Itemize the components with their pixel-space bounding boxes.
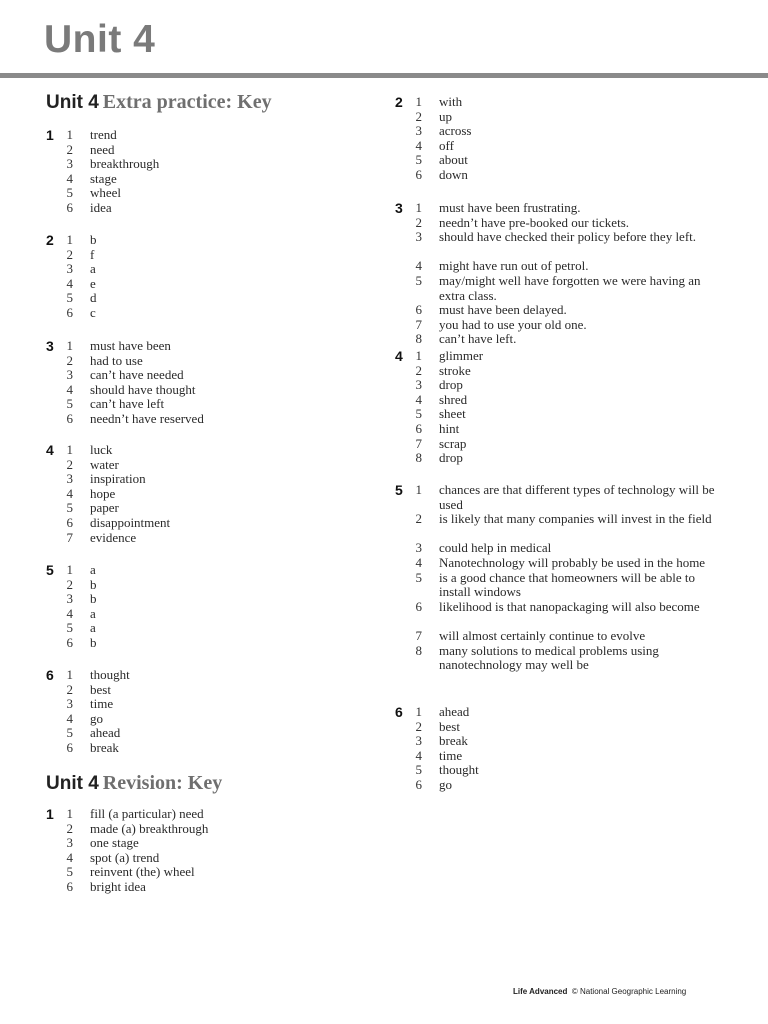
answer-number: 1 — [66, 442, 73, 457]
exercise-2 — [395, 95, 740, 183]
answer-item — [46, 726, 391, 741]
answer-number: 3 — [415, 540, 422, 556]
answer-item — [46, 277, 391, 292]
answer-number: 1 — [415, 94, 422, 109]
answer-number: 6 — [66, 199, 73, 215]
header-divider — [0, 73, 768, 78]
answer-number: 3 — [66, 591, 73, 607]
answer-item — [46, 248, 391, 263]
answer-item — [46, 516, 391, 531]
answer-number: 2 — [415, 511, 422, 527]
answer-text: time — [439, 747, 463, 763]
answer-number: 1 — [66, 232, 73, 247]
answer-item — [395, 349, 740, 364]
answer-number: 6 — [66, 739, 73, 755]
answer-text: breakthrough — [90, 156, 160, 172]
answer-item — [46, 501, 391, 516]
answer-number: 5 — [66, 620, 73, 636]
answer-item — [46, 143, 391, 158]
answer-number: 5 — [66, 396, 73, 412]
answer-number: 5 — [415, 762, 422, 778]
answer-text: can’t have left — [90, 396, 165, 412]
answer-item — [395, 600, 740, 629]
answer-text: had to use — [90, 352, 143, 368]
answer-number: 3 — [415, 123, 422, 139]
answer-text: must have been — [90, 338, 171, 353]
answer-item — [395, 734, 740, 749]
answer-text: needn’t have pre-booked our tickets. — [439, 214, 629, 230]
answer-item — [395, 378, 740, 393]
footer-copyright: © National Geographic Learning — [571, 987, 687, 996]
answer-item — [395, 168, 740, 183]
answer-number: 4 — [415, 137, 422, 153]
answer-item — [395, 749, 740, 764]
answer-number: 2 — [66, 246, 73, 262]
answer-text: fill (a particular) need — [90, 806, 204, 821]
answer-item — [46, 487, 391, 502]
answer-item — [395, 153, 740, 168]
answer-number: 5 — [415, 406, 422, 422]
exercise-1 — [46, 128, 391, 216]
answer-text: thought — [439, 762, 479, 778]
answer-text: can’t have needed — [90, 367, 184, 383]
answer-text: sheet — [439, 406, 466, 422]
answer-item — [46, 383, 391, 398]
answer-item — [46, 880, 391, 895]
answer-number: 5 — [66, 185, 73, 201]
answer-text: made (a) breakthrough — [90, 820, 209, 836]
answer-item — [395, 763, 740, 778]
answer-number: 7 — [415, 627, 422, 643]
answer-item — [46, 851, 391, 866]
answer-text: inspiration — [90, 471, 146, 487]
answer-item — [395, 512, 740, 541]
answer-number: 6 — [415, 598, 422, 614]
answer-text: bright idea — [90, 878, 146, 894]
answer-item — [395, 571, 740, 600]
answer-item — [46, 607, 391, 622]
revision-unit: Unit 4 — [46, 773, 99, 794]
answer-item — [46, 339, 391, 354]
answer-text: stroke — [439, 362, 471, 378]
answer-number: 4 — [415, 391, 422, 407]
exercise-number: 3 — [395, 200, 403, 216]
answer-number: 6 — [66, 410, 73, 426]
exercise-number: 6 — [46, 667, 54, 683]
exercise-number: 4 — [46, 442, 54, 458]
answer-number: 6 — [415, 166, 422, 182]
answer-item — [395, 422, 740, 437]
page-title: Unit 4 — [44, 18, 156, 61]
answer-text: about — [439, 152, 468, 168]
answer-text: a — [90, 261, 96, 277]
exercise-number: 3 — [46, 338, 54, 354]
answer-item — [395, 364, 740, 379]
answer-item — [46, 563, 391, 578]
answer-text: with — [439, 94, 463, 109]
exercise-number: 5 — [395, 482, 403, 498]
answer-text: many solutions to medical problems using nanotechnology may well be — [439, 642, 659, 673]
revision-heading — [46, 772, 222, 795]
answer-item — [46, 368, 391, 383]
answer-text: should have checked their policy before they left. — [439, 229, 697, 245]
answer-text: f — [90, 246, 95, 262]
answer-number: 6 — [66, 514, 73, 530]
answer-number: 2 — [66, 456, 73, 472]
answer-text: you had to use your old one. — [439, 316, 587, 332]
answer-item — [46, 458, 391, 473]
answer-text: time — [90, 696, 114, 712]
exercise-number: 1 — [46, 127, 54, 143]
answer-number: 3 — [66, 696, 73, 712]
answer-item — [46, 822, 391, 837]
answer-text: down — [439, 166, 468, 182]
answer-number: 6 — [415, 776, 422, 792]
answer-item — [46, 306, 391, 321]
answer-text: luck — [90, 442, 113, 457]
revision-key: Revision: Key — [102, 772, 223, 794]
answer-item — [46, 668, 391, 683]
answer-number: 2 — [415, 214, 422, 230]
answer-number: 3 — [66, 471, 73, 487]
answer-text: disappointment — [90, 514, 171, 530]
answer-text: one stage — [90, 835, 139, 851]
answer-item — [46, 865, 391, 880]
answer-text: drop — [439, 450, 463, 466]
answer-item — [395, 556, 740, 571]
answer-text: a — [90, 605, 96, 621]
answer-item — [395, 720, 740, 735]
answer-number: 8 — [415, 331, 422, 347]
answer-item — [395, 393, 740, 408]
answer-number: 6 — [415, 420, 422, 436]
exercise-number: 4 — [395, 348, 403, 364]
answer-text: a — [90, 562, 96, 577]
answer-text: scrap — [439, 435, 467, 451]
answer-number: 4 — [415, 747, 422, 763]
answer-item — [46, 186, 391, 201]
answer-number: 5 — [66, 290, 73, 306]
answer-number: 8 — [415, 642, 422, 658]
answer-item — [46, 354, 391, 369]
answer-text: spot (a) trend — [90, 849, 160, 865]
exercise-number: 1 — [46, 806, 54, 822]
answer-item — [395, 483, 740, 512]
exercise-5 — [395, 483, 740, 673]
answer-item — [395, 407, 740, 422]
answer-text: a — [90, 620, 96, 636]
answer-item — [395, 216, 740, 231]
answer-text: need — [90, 141, 115, 157]
answer-text: is likely that many companies will invest in the field — [439, 511, 712, 527]
answer-text: hope — [90, 485, 116, 501]
answer-number: 3 — [415, 377, 422, 393]
answer-number: 6 — [415, 302, 422, 318]
exercise-3 — [46, 339, 391, 427]
answer-item — [46, 712, 391, 727]
answer-item — [395, 629, 740, 644]
answer-item — [395, 139, 740, 154]
answer-text: Nanotechnology will probably be used in the home — [439, 554, 706, 570]
answer-text: must have been frustrating. — [439, 200, 581, 215]
answer-number: 3 — [66, 261, 73, 277]
answer-number: 6 — [66, 634, 73, 650]
answer-item — [46, 683, 391, 698]
exercise-1 — [46, 807, 391, 895]
answer-item — [395, 259, 740, 274]
answer-text: can’t have left. — [439, 331, 517, 347]
extra-practice-heading — [46, 91, 272, 114]
answer-text: b — [90, 232, 97, 247]
answer-text: d — [90, 290, 97, 306]
answer-item — [46, 262, 391, 277]
answer-number: 3 — [415, 733, 422, 749]
answer-text: go — [439, 776, 452, 792]
answer-text: may/might well have forgotten we were having an extra class. — [439, 272, 701, 303]
answer-item — [46, 157, 391, 172]
exercise-number: 6 — [395, 704, 403, 720]
answer-item — [46, 443, 391, 458]
answer-number: 4 — [66, 710, 73, 726]
answer-item — [46, 233, 391, 248]
answer-item — [395, 318, 740, 333]
answer-number: 1 — [66, 562, 73, 577]
answer-number: 5 — [66, 500, 73, 516]
answer-text: water — [90, 456, 119, 472]
exercise-2 — [46, 233, 391, 321]
answer-number: 1 — [415, 348, 422, 363]
answer-number: 8 — [415, 450, 422, 466]
answer-item — [395, 201, 740, 216]
answer-number: 4 — [66, 275, 73, 291]
answer-number: 6 — [66, 878, 73, 894]
answer-text: across — [439, 123, 472, 139]
answer-item — [46, 397, 391, 412]
answer-text: b — [90, 576, 97, 592]
answer-text: trend — [90, 127, 117, 142]
answer-item — [46, 531, 391, 546]
answer-item — [46, 201, 391, 216]
answer-number: 5 — [415, 569, 422, 585]
answer-text: c — [90, 304, 96, 320]
answer-text: hint — [439, 420, 460, 436]
answer-item — [395, 541, 740, 556]
answer-text: off — [439, 137, 454, 153]
answer-item — [46, 578, 391, 593]
answer-text: likelihood is that nanopackaging will also become — [439, 598, 700, 614]
answer-text: reinvent (the) wheel — [90, 864, 195, 880]
answer-item — [395, 95, 740, 110]
answer-number: 4 — [415, 554, 422, 570]
answer-item — [395, 778, 740, 793]
answer-number: 2 — [66, 352, 73, 368]
answer-item — [46, 412, 391, 427]
answer-text: evidence — [90, 529, 137, 545]
answer-item — [46, 836, 391, 851]
answer-number: 2 — [66, 576, 73, 592]
answer-text: must have been delayed. — [439, 302, 567, 318]
answer-text: best — [439, 718, 460, 734]
answer-number: 4 — [66, 485, 73, 501]
answer-number: 3 — [415, 229, 422, 245]
answer-text: shred — [439, 391, 468, 407]
answer-number: 5 — [66, 725, 73, 741]
answer-item — [46, 741, 391, 756]
answer-text: needn’t have reserved — [90, 410, 204, 426]
answer-number: 7 — [66, 529, 73, 545]
answer-number: 1 — [415, 704, 422, 719]
answer-number: 2 — [415, 108, 422, 124]
answer-item — [46, 807, 391, 822]
answer-text: glimmer — [439, 348, 484, 363]
answer-number: 1 — [415, 482, 422, 497]
answer-number: 7 — [415, 435, 422, 451]
answer-number: 6 — [66, 304, 73, 320]
answer-number: 4 — [415, 258, 422, 274]
answer-number: 4 — [66, 381, 73, 397]
answer-item — [395, 705, 740, 720]
answer-number: 3 — [66, 156, 73, 172]
exercise-6 — [395, 705, 740, 793]
answer-text: stage — [90, 170, 117, 186]
answer-text: chances are that different types of technology will be used — [439, 482, 715, 512]
answer-number: 5 — [415, 272, 422, 288]
answer-item — [395, 644, 740, 673]
answer-item — [46, 172, 391, 187]
answer-item — [46, 472, 391, 487]
answer-text: paper — [90, 500, 119, 516]
answer-text: e — [90, 275, 96, 291]
exercise-6 — [46, 668, 391, 756]
answer-number: 4 — [66, 605, 73, 621]
answer-item — [395, 451, 740, 466]
answer-number: 1 — [66, 127, 73, 142]
answer-item — [395, 110, 740, 125]
exercise-number: 2 — [46, 232, 54, 248]
answer-item — [395, 124, 740, 139]
exercise-4 — [46, 443, 391, 545]
answer-number: 3 — [66, 835, 73, 851]
answer-text: is a good chance that homeowners will be able to install windows — [439, 569, 695, 600]
exercise-number: 5 — [46, 562, 54, 578]
answer-number: 1 — [415, 200, 422, 215]
answer-text: will almost certainly continue to evolve — [439, 627, 646, 643]
exercise-5 — [46, 563, 391, 651]
answer-text: break — [439, 733, 468, 749]
answer-item — [46, 621, 391, 636]
answer-item — [46, 291, 391, 306]
answer-item — [395, 437, 740, 452]
answer-text: go — [90, 710, 103, 726]
answer-item — [46, 592, 391, 607]
answer-text: wheel — [90, 185, 122, 201]
answer-item — [395, 332, 740, 347]
exercise-number: 2 — [395, 94, 403, 110]
answer-text: b — [90, 591, 97, 607]
footer-brand: Life Advanced — [513, 987, 568, 996]
answer-item — [395, 274, 740, 303]
answer-number: 2 — [66, 820, 73, 836]
answer-text: should have thought — [90, 381, 196, 397]
answer-number: 1 — [66, 806, 73, 821]
answer-text: b — [90, 634, 97, 650]
answer-number: 3 — [66, 367, 73, 383]
answer-item — [395, 303, 740, 318]
extra-practice-key: Extra practice: Key — [102, 91, 272, 113]
exercise-3 — [395, 201, 740, 347]
footer — [513, 987, 686, 996]
answer-text: ahead — [90, 725, 121, 741]
answer-text: thought — [90, 667, 130, 682]
answer-number: 2 — [66, 681, 73, 697]
answer-text: break — [90, 739, 119, 755]
answer-text: up — [439, 108, 452, 124]
answer-number: 4 — [66, 170, 73, 186]
answer-text: drop — [439, 377, 463, 393]
answer-text: might have run out of petrol. — [439, 258, 589, 274]
answer-text: idea — [90, 199, 112, 215]
answer-item — [46, 128, 391, 143]
answer-number: 4 — [66, 849, 73, 865]
answer-number: 5 — [66, 864, 73, 880]
answer-item — [46, 697, 391, 712]
answer-text: best — [90, 681, 111, 697]
answer-text: ahead — [439, 704, 470, 719]
exercise-4 — [395, 349, 740, 466]
answer-item — [395, 230, 740, 259]
answer-number: 2 — [66, 141, 73, 157]
answer-number: 2 — [415, 362, 422, 378]
answer-number: 1 — [66, 667, 73, 682]
answer-text: could help in medical — [439, 540, 552, 556]
answer-number: 1 — [66, 338, 73, 353]
answer-item — [46, 636, 391, 651]
answer-number: 7 — [415, 316, 422, 332]
answer-number: 2 — [415, 718, 422, 734]
extra-practice-unit: Unit 4 — [46, 92, 99, 113]
answer-number: 5 — [415, 152, 422, 168]
